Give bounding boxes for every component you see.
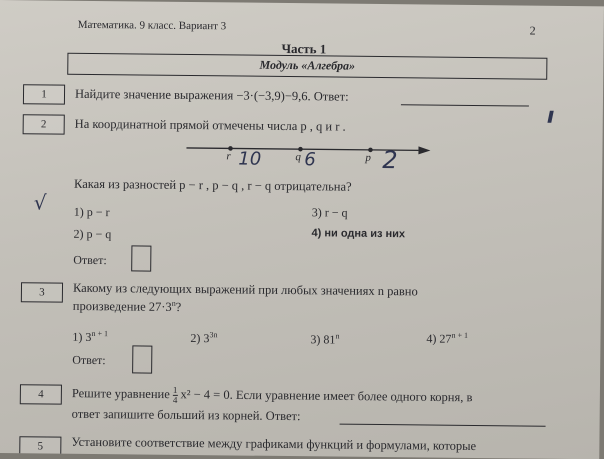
- question-number-4: 4: [20, 384, 62, 404]
- q3-option-1-base: 3: [85, 329, 92, 344]
- q3-option-3-exp: n: [335, 331, 340, 341]
- q3-option-3-base: 81: [323, 332, 336, 347]
- question-4-text-line2: ответ запишите больший из корней. Ответ:: [71, 406, 301, 424]
- point-label-r: r: [226, 150, 231, 163]
- q3-option-2-exp: 3n: [209, 330, 218, 340]
- question-4-text-line1: [72, 385, 473, 408]
- question-number-5: 5: [19, 436, 61, 456]
- module-title: Модуль «Алгебра»: [259, 57, 356, 73]
- q3-option-4-label: 4): [426, 331, 437, 346]
- q2-answer-label: Ответ:: [73, 252, 107, 268]
- question-2-text: На координатной прямой отмечены числа p , q и r .: [74, 116, 346, 134]
- check-mark-icon: √: [33, 190, 47, 215]
- q3-answer-label: Ответ:: [72, 352, 106, 368]
- answer-line-1[interactable]: [401, 104, 529, 106]
- q2-option-1[interactable]: 1) p − r: [73, 204, 110, 220]
- question-3-text-line1: Какому из следующих выражений при любых значениях n равно: [72, 280, 418, 299]
- handwritten-r-value: 10: [238, 148, 262, 170]
- q3-option-4[interactable]: [426, 330, 468, 346]
- q3-option-4-exp: n + 1: [451, 330, 469, 340]
- q3-option-2[interactable]: [190, 330, 217, 346]
- q4-text-eq: x² − 4 = 0. Если уравнение имеет более одного корня, в: [180, 387, 473, 405]
- page-number: 2: [529, 23, 536, 38]
- q3-option-1-label: 1): [72, 329, 83, 344]
- q3-line2-sup: n: [171, 298, 176, 308]
- question-number-3: 3: [21, 282, 63, 302]
- q3-answer-box[interactable]: [132, 345, 152, 373]
- question-5-text: Установите соответствие между графиками функций и формулами, которые: [71, 434, 477, 454]
- question-2-prompt: Какая из разностей p − r , p − q , r − q отрицательна?: [74, 176, 352, 194]
- q4-fraction: [173, 386, 178, 405]
- question-number-2: 2: [23, 114, 65, 134]
- q4-text-before: Решите уравнение: [71, 386, 170, 402]
- q2-option-3[interactable]: 3) r − q: [311, 205, 348, 220]
- q4-frac-num: 1: [172, 384, 178, 395]
- q3-option-4-base: 27: [439, 331, 452, 346]
- q2-option-2[interactable]: 2) p − q: [73, 226, 112, 242]
- q2-answer-box[interactable]: [131, 245, 151, 271]
- q3-line2-end: ?: [175, 300, 182, 315]
- answer-line-4[interactable]: [340, 424, 546, 427]
- header-subject: Математика. 9 класс. Вариант 3: [77, 18, 227, 33]
- point-label-p: p: [365, 151, 371, 164]
- handwritten-mark-1: ı: [546, 103, 555, 129]
- q4-frac-den: 4: [172, 394, 178, 405]
- q3-option-1-exp: n + 1: [91, 328, 109, 339]
- handwritten-q-value: 6: [304, 149, 316, 171]
- handwritten-p-value: 2: [382, 146, 398, 175]
- q3-option-2-base: 3: [203, 331, 210, 346]
- module-box: [67, 53, 547, 80]
- question-3-text-line2: [73, 298, 182, 315]
- question-number-1: 1: [23, 84, 65, 104]
- point-label-q: q: [295, 151, 301, 164]
- q3-option-2-label: 2): [190, 331, 201, 346]
- question-1-text: Найдите значение выражения −3·(−3,9)−9,6. Ответ:: [74, 86, 349, 104]
- q3-option-3-label: 3): [310, 332, 321, 347]
- q3-option-1[interactable]: [72, 329, 108, 345]
- q2-option-4[interactable]: 4) ни одна из них: [311, 227, 406, 241]
- q3-line2-main: произведение 27·3: [72, 298, 172, 314]
- part-title: Часть 1: [281, 40, 327, 57]
- q3-option-3[interactable]: [310, 331, 339, 347]
